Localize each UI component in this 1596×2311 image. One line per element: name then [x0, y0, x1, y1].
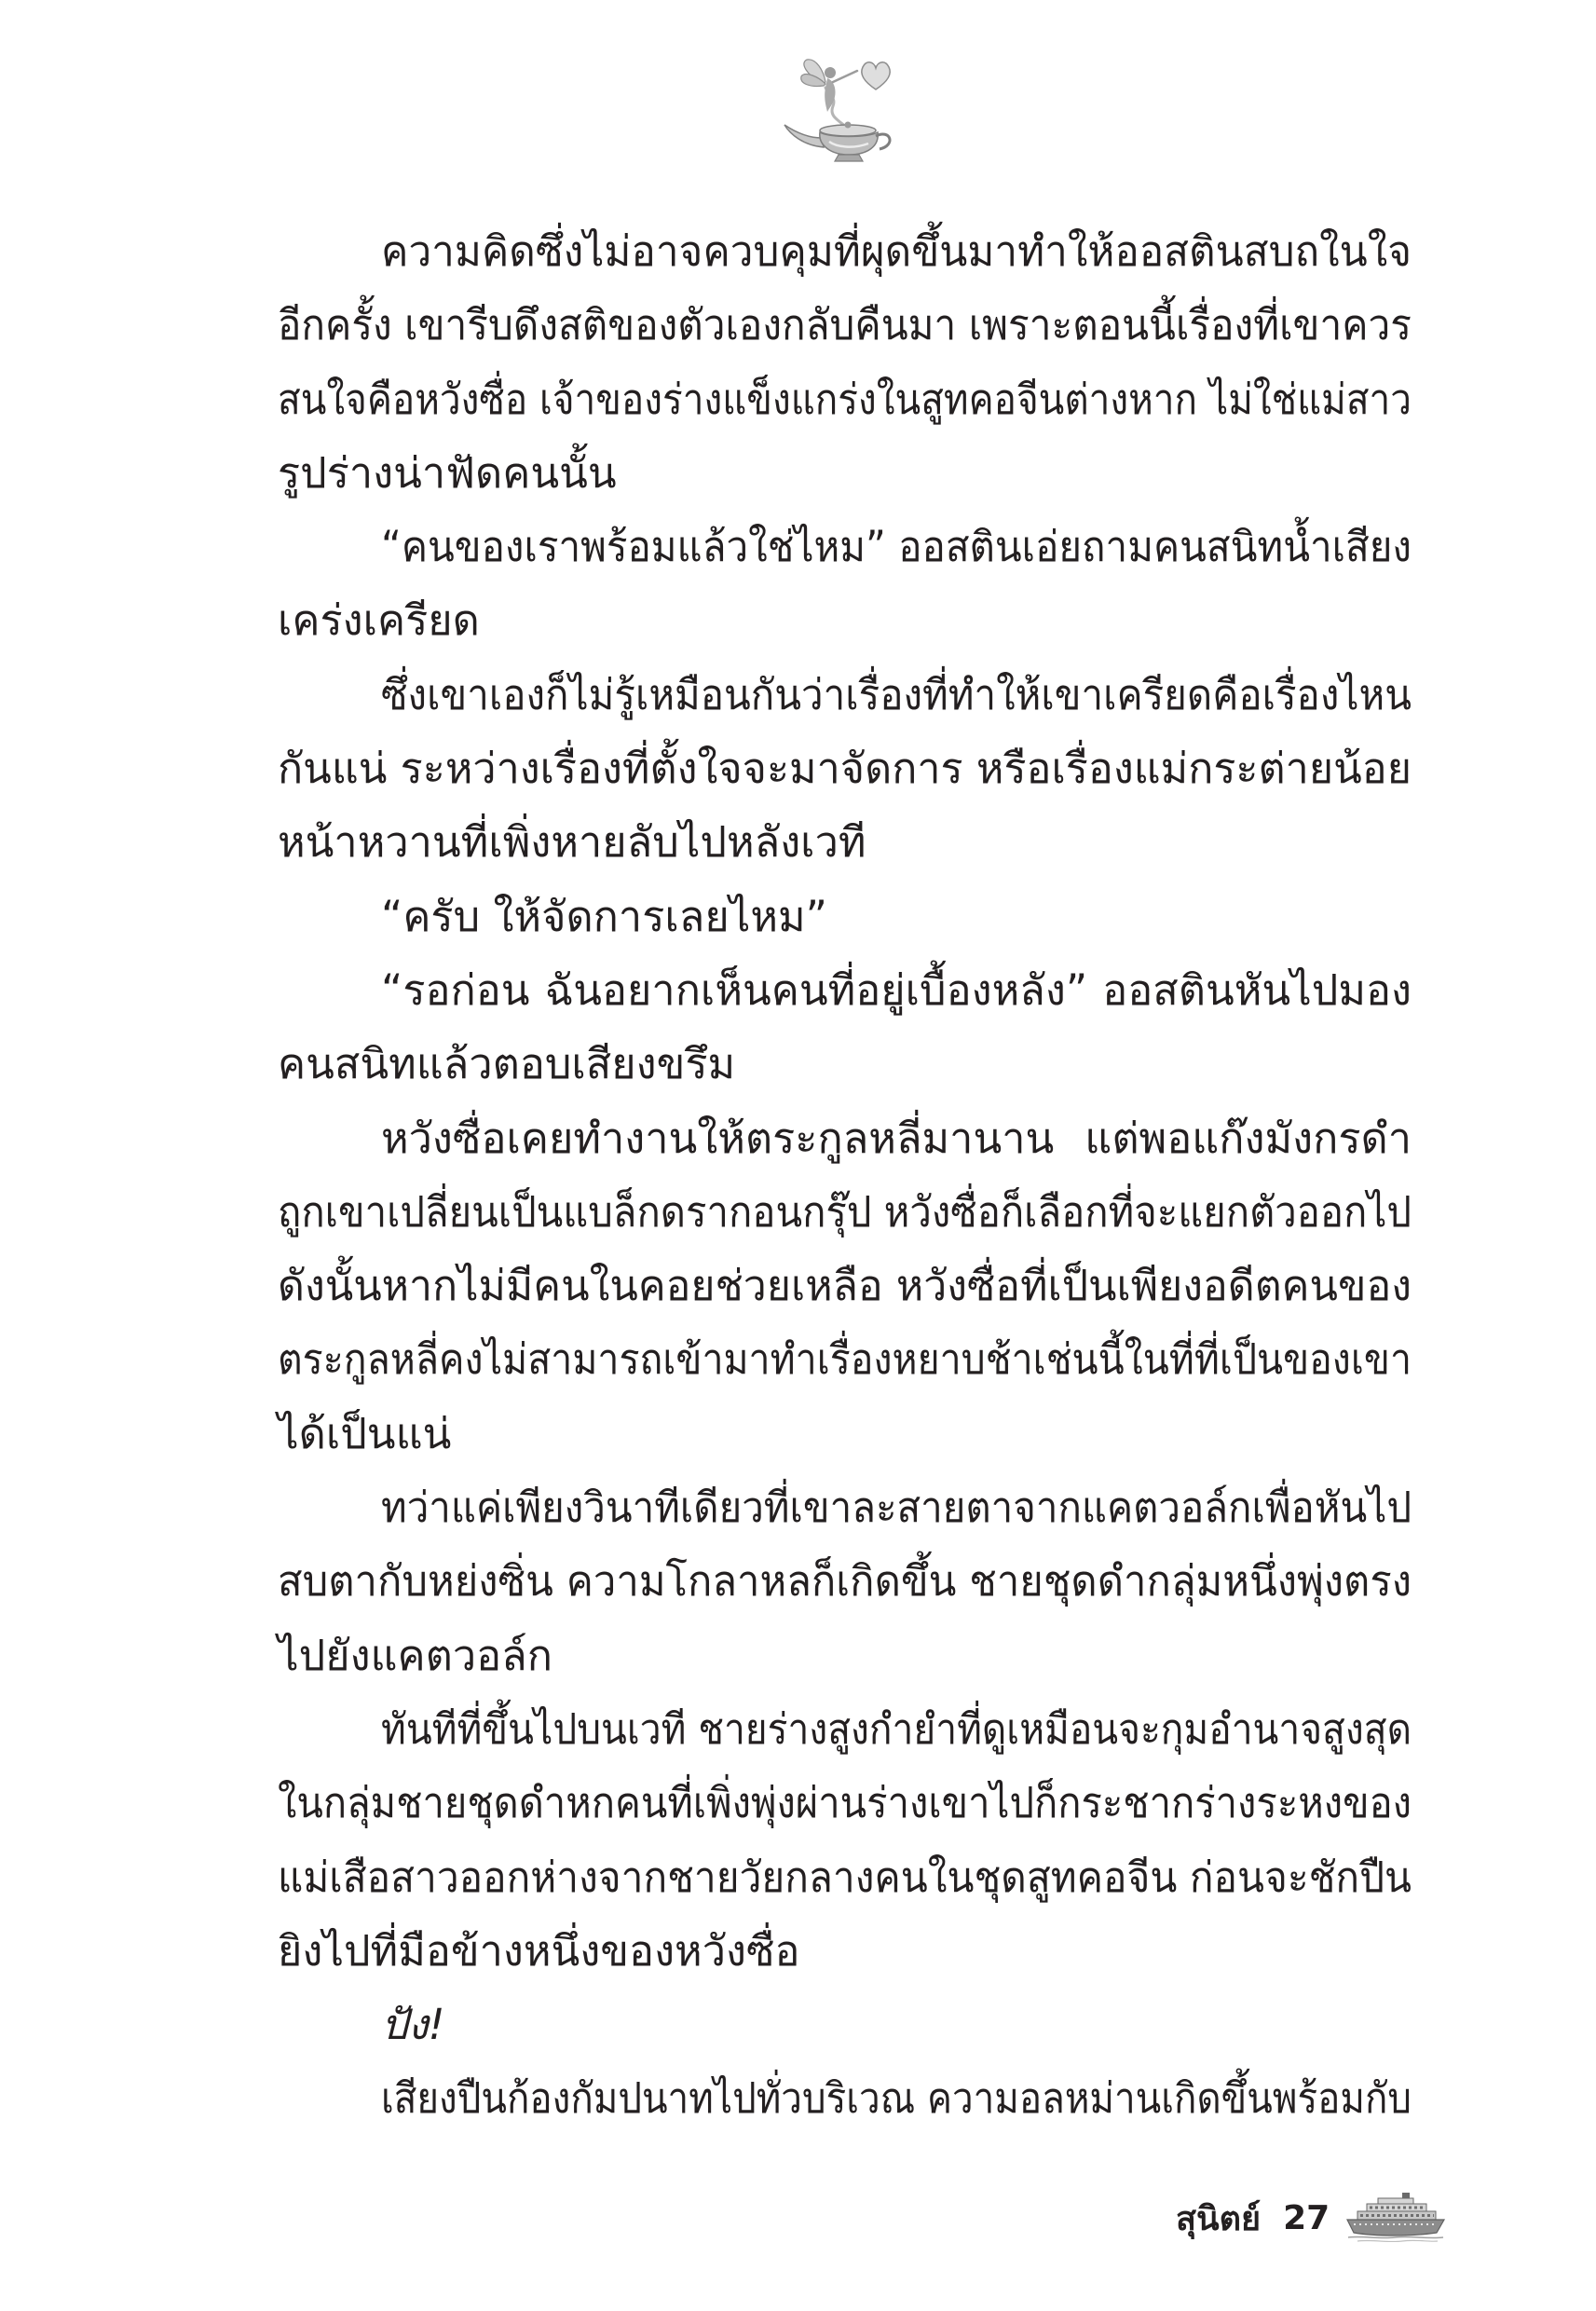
- line-text: ความคิดซึ่งไม่อาจควบคุมที่ผุดขึ้นมาทำให้ออสตินสบถในใจ: [381, 226, 1412, 276]
- text-line: [381, 953, 1412, 1027]
- text-line: [381, 1101, 1412, 1175]
- paragraph: [278, 510, 1412, 658]
- genie-lamp-icon: [779, 56, 900, 168]
- text-line: [278, 436, 1412, 510]
- line-text: ไปยังแคตวอล์ก: [278, 1630, 552, 1680]
- text-line: [381, 658, 1412, 732]
- line-text: เสียงปืนก้องกัมปนาทไปทั่วบริเวณ ความอลหม่านเกิดขึ้นพร้อมกับ: [381, 2073, 1412, 2124]
- text-line: [278, 732, 1412, 805]
- line-text: เคร่งเครียด: [278, 595, 480, 646]
- ship-hull: [1347, 2220, 1444, 2236]
- line-text: กันแน่ ระหว่างเรื่องที่ตั้งใจจะมาจัดการ หรือเรื่องแม่กระต่ายน้อย: [278, 744, 1412, 794]
- page-footer: [1176, 2192, 1330, 2244]
- paragraph: [278, 1470, 1412, 1692]
- paragraph: [278, 658, 1412, 880]
- line-text: ปัง!: [381, 2000, 445, 2050]
- author-name: สุนิตย์: [1176, 2199, 1262, 2238]
- line-text: แม่เสือสาวออกห่างจากชายวัยกลางคนในชุดสูทคอจีน ก่อนจะชักปืน: [278, 1852, 1412, 1902]
- heart-shape: [862, 62, 890, 89]
- text-line: [278, 1914, 1412, 1988]
- text-line: [381, 214, 1412, 288]
- paragraph: [278, 214, 1412, 510]
- line-text: หวังซื่อเคยทำงานให้ตระกูลหลี่มานาน แต่พอแก๊งมังกรดำ: [381, 1113, 1412, 1163]
- water-lines: [1348, 2236, 1443, 2241]
- paragraph: [278, 880, 1412, 953]
- page-number: 27: [1283, 2198, 1330, 2237]
- text-line: [381, 1692, 1412, 1766]
- text-line: [278, 583, 1412, 657]
- paragraph: [278, 953, 1412, 1101]
- line-text: ถูกเขาเปลี่ยนเป็นแบล็กดรากอนกรุ๊ป หวังซื่อก็เลือกที่จะแยกตัวออกไป: [278, 1186, 1412, 1237]
- line-text: “ครับ ให้จัดการเลยไหม”: [381, 891, 827, 941]
- text-line: [278, 1322, 1412, 1396]
- text-line: [278, 1840, 1412, 1914]
- line-text: ทว่าแค่เพียงวินาทีเดียวที่เขาละสายตาจากแคตวอล์กเพื่อหันไป: [381, 1483, 1412, 1533]
- line-text: ในกลุ่มชายชุดดำหกคนที่เพิ่งพุ่งผ่านร่างเขาไปก็กระชากร่างระหงของ: [278, 1778, 1412, 1828]
- text-line: [278, 1027, 1412, 1101]
- text-line: [278, 1175, 1412, 1249]
- lamp-shape: [784, 122, 890, 162]
- cruise-ship-icon: [1344, 2192, 1447, 2242]
- text-line: [278, 288, 1412, 362]
- sound-effect-line: [381, 1988, 1412, 2061]
- paragraph: [278, 2061, 1412, 2135]
- line-text: ได้เป็นแน่: [278, 1408, 452, 1458]
- line-text: “รอก่อน ฉันอยากเห็นคนที่อยู่เบื้องหลัง” ออสตินหันไปมอง: [381, 964, 1412, 1015]
- line-text: คนสนิทแล้วตอบเสียงขรึม: [278, 1039, 736, 1089]
- text-line: [278, 805, 1412, 879]
- text-line: [278, 1249, 1412, 1322]
- text-line: [278, 362, 1412, 436]
- text-line: [278, 1544, 1412, 1618]
- line-text: ตระกูลหลี่คงไม่สามารถเข้ามาทำเรื่องหยาบช้าเช่นนี้ในที่ที่เป็นของเขา: [278, 1334, 1412, 1385]
- text-line: [381, 1470, 1412, 1544]
- line-text: “คนของเราพร้อมแล้วใช่ไหม” ออสตินเอ่ยถามคนสนิทน้ำเสียง: [381, 522, 1412, 572]
- body-text: [278, 214, 1412, 2136]
- line-text: ยิงไปที่มือข้างหนึ่งของหวังซื่อ: [278, 1925, 800, 1976]
- line-text: อีกครั้ง เขารีบดึงสติของตัวเองกลับคืนมา เพราะตอนนี้เรื่องที่เขาควร: [278, 300, 1412, 350]
- text-line: [381, 880, 1412, 953]
- line-text: รูปร่างน่าฟัดคนนั้น: [278, 447, 617, 498]
- text-line: [381, 510, 1412, 583]
- ship-superstructure: [1357, 2193, 1436, 2220]
- paragraph: [278, 1692, 1412, 1988]
- line-text: ทันทีที่ขึ้นไปบนเวที ชายร่างสูงกำยำที่ดูเหมือนจะกุมอำนาจสูงสุด: [381, 1703, 1412, 1754]
- text-line: [278, 1766, 1412, 1839]
- line-text: ซึ่งเขาเองก็ไม่รู้เหมือนกันว่าเรื่องที่ทำให้เขาเครียดคือเรื่องไหน: [381, 669, 1412, 719]
- paragraph: [278, 1988, 1412, 2061]
- text-line: [381, 2061, 1412, 2135]
- line-text: หน้าหวานที่เพิ่งหายลับไปหลังเวที: [278, 817, 866, 868]
- text-line: [278, 1397, 1412, 1470]
- text-line: [278, 1619, 1412, 1692]
- fairy-figure: [801, 60, 857, 112]
- line-text: ดังนั้นหากไม่มีคนในคอยช่วยเหลือ หวังซื่อที่เป็นเพียงอดีตคนของ: [278, 1261, 1412, 1311]
- line-text: สบตากับหย่งซิ่น ความโกลาหลก็เกิดขึ้น ชายชุดดำกลุ่มหนึ่งพุ่งตรง: [278, 1556, 1412, 1607]
- line-text: สนใจคือหวังซื่อ เจ้าของร่างแข็งแกร่งในสูทคอจีนต่างหาก ไม่ใช่แม่สาว: [278, 374, 1412, 424]
- paragraph: [278, 1101, 1412, 1470]
